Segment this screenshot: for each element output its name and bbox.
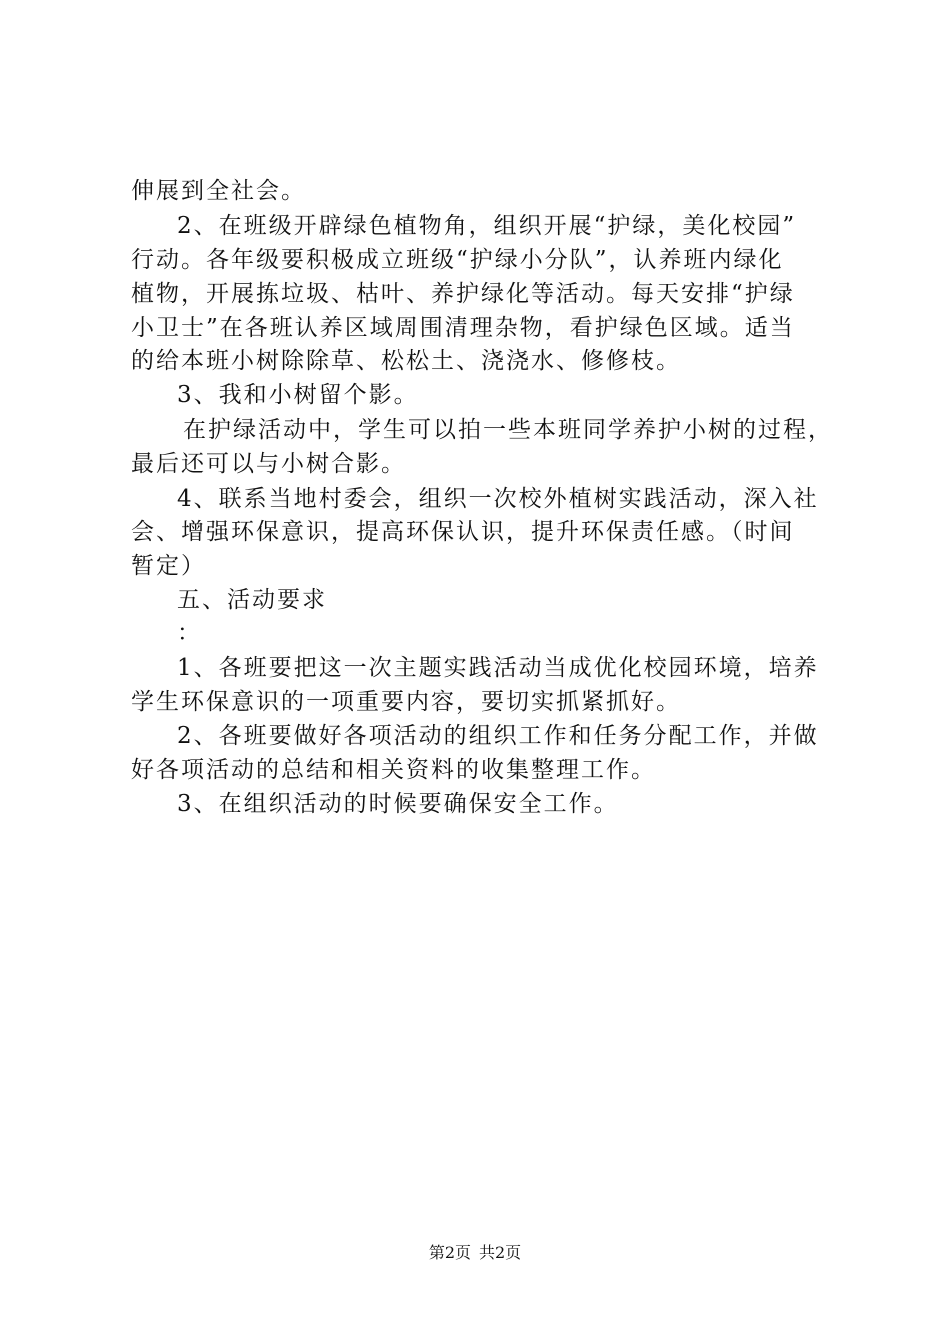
paragraph-line: 好各项活动的总结和相关资料的收集整理工作。 bbox=[131, 757, 656, 783]
paragraph-line: 2、在班级开辟绿色植物角，组织开展“护绿，美化校园” bbox=[177, 213, 797, 239]
paragraph-line: 最后还可以与小树合影。 bbox=[131, 451, 406, 477]
paragraph-line: 在护绿活动中，学生可以拍一些本班同学养护小树的过程， bbox=[183, 417, 833, 443]
paragraph-line: 行动。各年级要积极成立班级“护绿小分队”，认养班内绿化 bbox=[131, 247, 784, 273]
paragraph-line: 小卫士”在各班认养区域周围清理杂物，看护绿色区域。适当 bbox=[131, 315, 795, 341]
paragraph-line: 学生环保意识的一项重要内容，要切实抓紧抓好。 bbox=[131, 689, 681, 715]
paragraph-line: 会、增强环保意识，提高环保认识，提升环保责任感。（时间 bbox=[131, 519, 795, 545]
paragraph-line: 3、我和小树留个影。 bbox=[177, 382, 419, 408]
paragraph-line: 暂定） bbox=[131, 553, 206, 579]
page-number: 第2页 bbox=[428, 1243, 471, 1262]
page-footer bbox=[0, 1242, 950, 1264]
paragraph-line: 的给本班小树除除草、松松土、浇浇水、修修枝。 bbox=[131, 348, 681, 374]
paragraph-line: 4、联系当地村委会，组织一次校外植树实践活动，深入社 bbox=[177, 486, 819, 512]
paragraph-line: 3、在组织活动的时候要确保安全工作。 bbox=[177, 791, 619, 817]
paragraph-line: 1、各班要把这一次主题实践活动当成优化校园环境，培养 bbox=[177, 655, 819, 681]
paragraph-line: 植物，开展拣垃圾、枯叶、养护绿化等活动。每天安排“护绿 bbox=[131, 281, 795, 307]
paragraph-line: 伸展到全社会。 bbox=[131, 178, 306, 204]
section-heading: 五、活动要求 bbox=[177, 587, 327, 613]
paragraph-line: ： bbox=[177, 620, 202, 646]
page-total: 共2页 bbox=[479, 1243, 522, 1262]
paragraph-line: 2、各班要做好各项活动的组织工作和任务分配工作，并做 bbox=[177, 723, 819, 749]
